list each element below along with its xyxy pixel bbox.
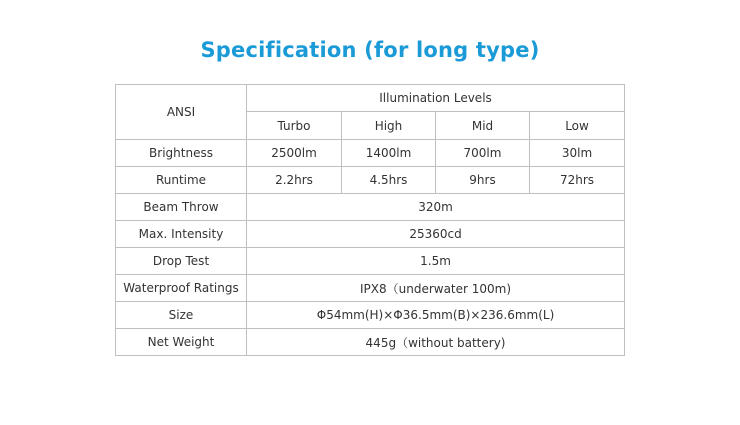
runtime-mid: 9hrs	[436, 167, 530, 194]
row-label: Brightness	[116, 140, 247, 167]
row-label: Drop Test	[116, 248, 247, 275]
row-label: Beam Throw	[116, 194, 247, 221]
net-weight-value: 445g（without battery)	[247, 329, 625, 356]
brightness-turbo: 2500lm	[247, 140, 342, 167]
beam-throw-value: 320m	[247, 194, 625, 221]
table-row-max-intensity	[116, 221, 625, 248]
table-row-drop-test	[116, 248, 625, 275]
level-header-mid: Mid	[436, 112, 530, 140]
page-title: Specification (for long type)	[200, 38, 540, 62]
runtime-low: 72hrs	[530, 167, 625, 194]
row-label: Waterproof Ratings	[116, 275, 247, 302]
table-row-beam-throw	[116, 194, 625, 221]
level-header-high: High	[342, 112, 436, 140]
brightness-mid: 700lm	[436, 140, 530, 167]
table-row-brightness	[116, 140, 625, 167]
row-label: Size	[116, 302, 247, 329]
illumination-levels-header: Illumination Levels	[247, 85, 625, 112]
runtime-turbo: 2.2hrs	[247, 167, 342, 194]
level-header-low: Low	[530, 112, 625, 140]
level-header-turbo: Turbo	[247, 112, 342, 140]
brightness-low: 30lm	[530, 140, 625, 167]
table-row-net-weight	[116, 329, 625, 356]
table-row-runtime	[116, 167, 625, 194]
drop-test-value: 1.5m	[247, 248, 625, 275]
ansi-header-cell: ANSI	[116, 85, 247, 140]
row-label: Runtime	[116, 167, 247, 194]
row-label: Max. Intensity	[116, 221, 247, 248]
table-row-waterproof	[116, 275, 625, 302]
max-intensity-value: 25360cd	[247, 221, 625, 248]
size-value: Φ54mm(H)×Φ36.5mm(B)×236.6mm(L)	[247, 302, 625, 329]
table-header-row	[116, 85, 625, 112]
specification-table	[115, 84, 625, 356]
runtime-high: 4.5hrs	[342, 167, 436, 194]
brightness-high: 1400lm	[342, 140, 436, 167]
waterproof-value: IPX8（underwater 100m)	[247, 275, 625, 302]
table-row-size	[116, 302, 625, 329]
row-label: Net Weight	[116, 329, 247, 356]
